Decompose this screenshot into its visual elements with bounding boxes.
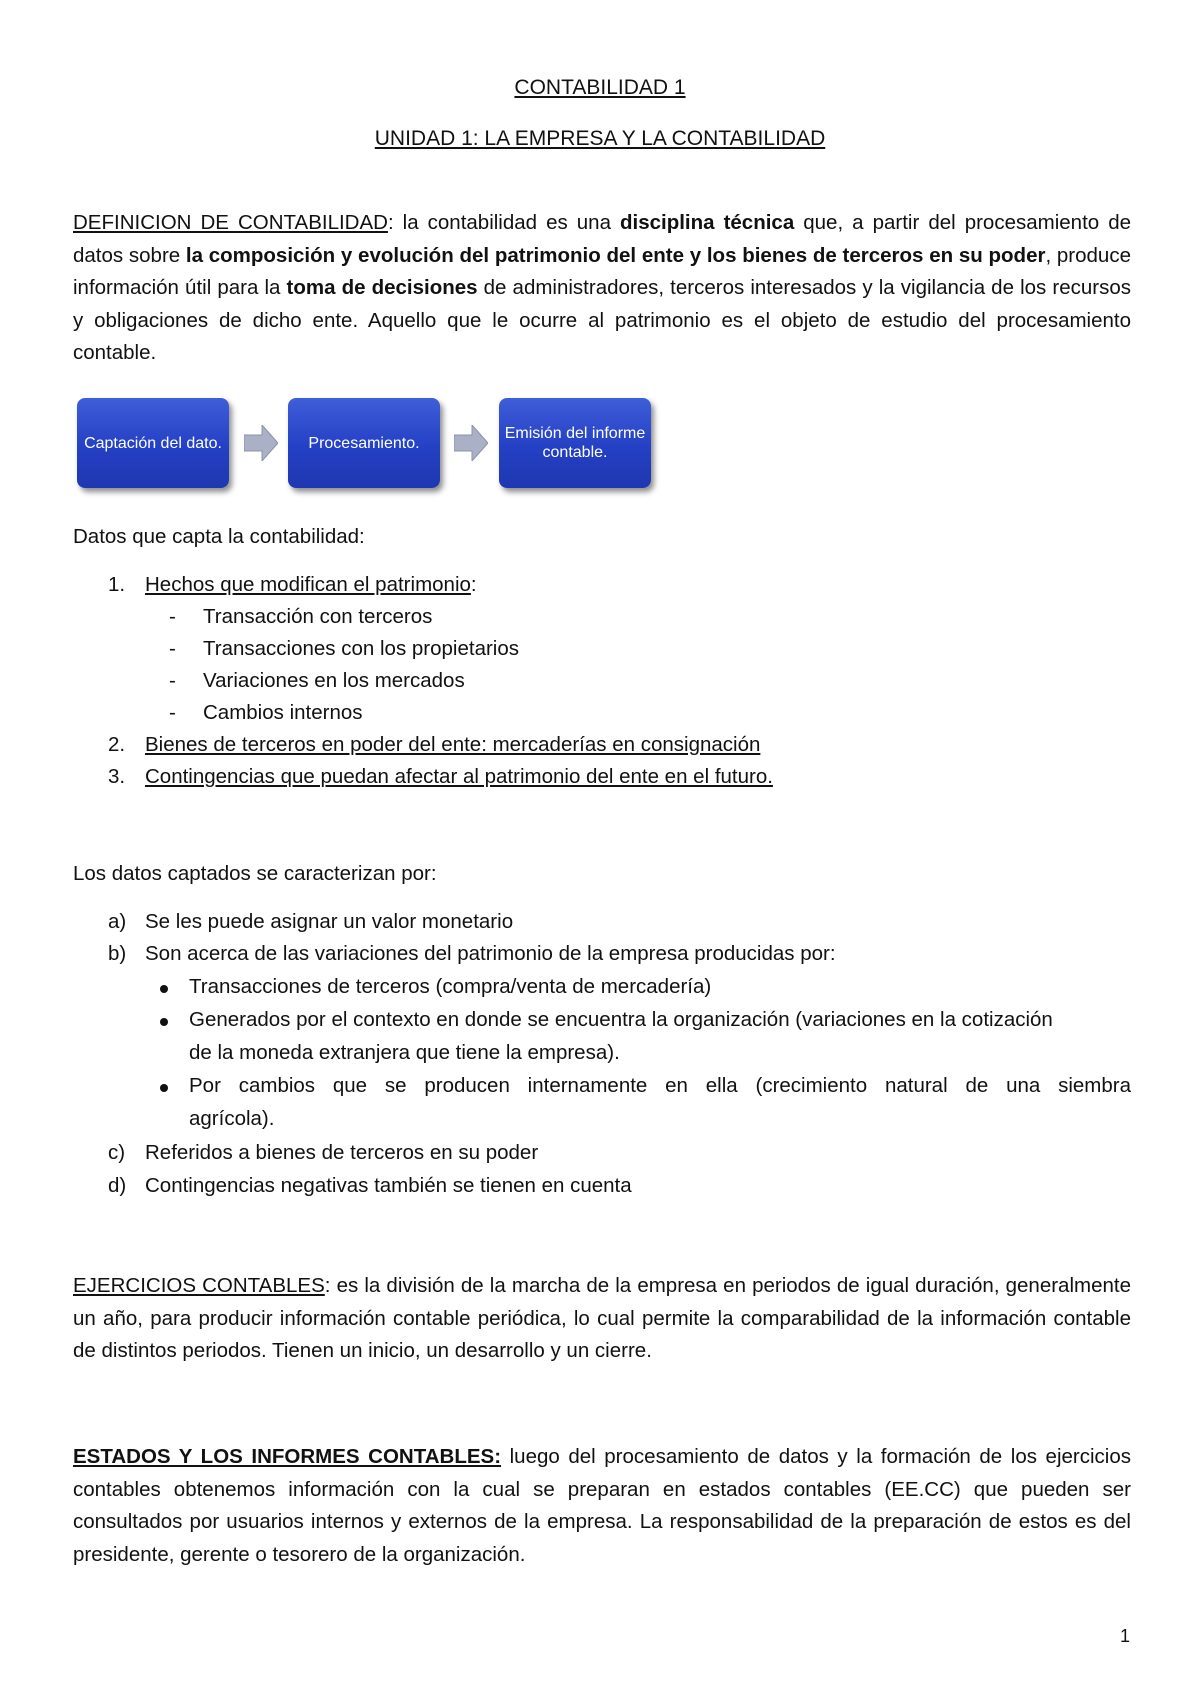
caracteristica-b-subitem-2-line-1: Generados por el contexto en donde se encuentra la organización (variaciones en la cotización	[189, 1008, 1053, 1031]
caracteristicas-intro: Los datos captados se caracterizan por:	[73, 862, 437, 885]
datos-subitem-1: Transacción con terceros	[203, 605, 433, 628]
list-letter-d: d)	[108, 1174, 127, 1197]
page-number: 1	[1119, 1626, 1130, 1646]
datos-item-3: Contingencias que puedan afectar al patrimonio del ente en el futuro.	[145, 765, 773, 788]
bullet-icon	[160, 1018, 168, 1026]
definition-bold-3: toma de decisiones	[286, 276, 478, 299]
datos-subitem-2: Transacciones con los propietarios	[203, 637, 520, 660]
caracteristica-b-subitem-3-line-1: Por cambios que se producen internamente en ella (crecimiento natural de una siembra	[189, 1074, 1131, 1097]
definition-text-4: de administradores, terceros interesados y la vigilancia de los recursos y obligaciones de dicho ente. Aquello que le ocurre al patrimonio es el objeto de estudio del procesamiento contable.	[73, 276, 1131, 364]
datos-intro: Datos que capta la contabilidad:	[73, 525, 365, 548]
ejercicios-heading: EJERCICIOS CONTABLES	[73, 1274, 325, 1297]
bullet-icon	[160, 985, 168, 993]
dash-marker: -	[169, 605, 176, 628]
list-number-3: 3.	[108, 765, 126, 788]
list-number-1: 1.	[108, 573, 126, 596]
dash-marker: -	[169, 701, 176, 724]
bullet-icon	[160, 1084, 168, 1092]
estados-paragraph	[73, 1441, 1131, 1571]
datos-subitem-4: Cambios internos	[203, 701, 363, 724]
dash-marker: -	[169, 637, 176, 660]
caracteristica-b-subitem-3-line-2: agrícola).	[189, 1107, 275, 1130]
dash-marker: -	[169, 669, 176, 692]
datos-item-1-colon: :	[470, 573, 477, 596]
list-letter-a: a)	[108, 910, 127, 933]
caracteristica-b-subitem-2-line-2: de la moneda extranjera que tiene la empresa).	[189, 1041, 620, 1064]
ejercicios-text: : es la división de la marcha de la empresa en periodos de igual duración, generalmente un año, para producir información contable periódica, lo cual permite la comparabilidad de la información contable de distintos periodos. Tienen un inicio, un desarrollo y un cierre.	[73, 1274, 1131, 1362]
caracteristica-c: Referidos a bienes de terceros en su poder	[145, 1141, 539, 1164]
caracteristica-b: Son acerca de las variaciones del patrimonio de la empresa producidas por:	[145, 942, 836, 965]
process-flow-diagram	[77, 398, 657, 494]
flow-arrow-1-icon	[244, 425, 278, 461]
definition-text-2: que, a partir del procesamiento de datos sobre	[73, 211, 1131, 267]
datos-subitem-3: Variaciones en los mercados	[203, 669, 465, 692]
estados-heading: ESTADOS Y LOS INFORMES CONTABLES:	[73, 1445, 502, 1468]
list-number-2: 2.	[108, 733, 126, 756]
datos-item-1	[145, 573, 477, 597]
estados-text: luego del procesamiento de datos y la formación de los ejercicios contables obtenemos información con la cual se preparan en estados contables (EE.CC) que pueden ser consultados por usuarios internos y externos de la empresa. La responsabilidad de la preparación de estos es del presidente, gerente o tesorero de la organización.	[73, 1445, 1131, 1566]
unit-title: UNIDAD 1: LA EMPRESA Y LA CONTABILIDAD	[374, 127, 826, 150]
datos-item-1-text: Hechos que modifican el patrimonio	[145, 573, 471, 596]
flow-arrow-2-icon	[454, 425, 488, 461]
definition-bold-1: disciplina técnica	[620, 211, 795, 234]
document-title: CONTABILIDAD 1	[514, 76, 686, 99]
definition-text-3: , produce información útil para la	[73, 243, 1131, 299]
caracteristica-d: Contingencias negativas también se tienen en cuenta	[145, 1174, 632, 1197]
definition-heading: DEFINICION DE CONTABILIDAD	[73, 211, 388, 234]
definition-paragraph	[73, 207, 1131, 370]
caracteristica-b-subitem-1: Transacciones de terceros (compra/venta de mercadería)	[189, 975, 712, 998]
datos-item-2: Bienes de terceros en poder del ente: mercaderías en consignación	[145, 733, 761, 756]
list-letter-b: b)	[108, 942, 127, 965]
caracteristica-a: Se les puede asignar un valor monetario	[145, 910, 514, 933]
ejercicios-paragraph	[73, 1270, 1131, 1368]
flow-box-captacion: Captación del dato.	[77, 398, 229, 488]
list-letter-c: c)	[108, 1141, 126, 1164]
flow-box-procesamiento: Procesamiento.	[288, 398, 440, 488]
definition-text-1: : la contabilidad es una	[387, 211, 620, 234]
flow-box-emision: Emisión del informe contable.	[499, 398, 651, 488]
definition-bold-2: la composición y evolución del patrimonio del ente y los bienes de terceros en su poder	[185, 243, 1046, 267]
